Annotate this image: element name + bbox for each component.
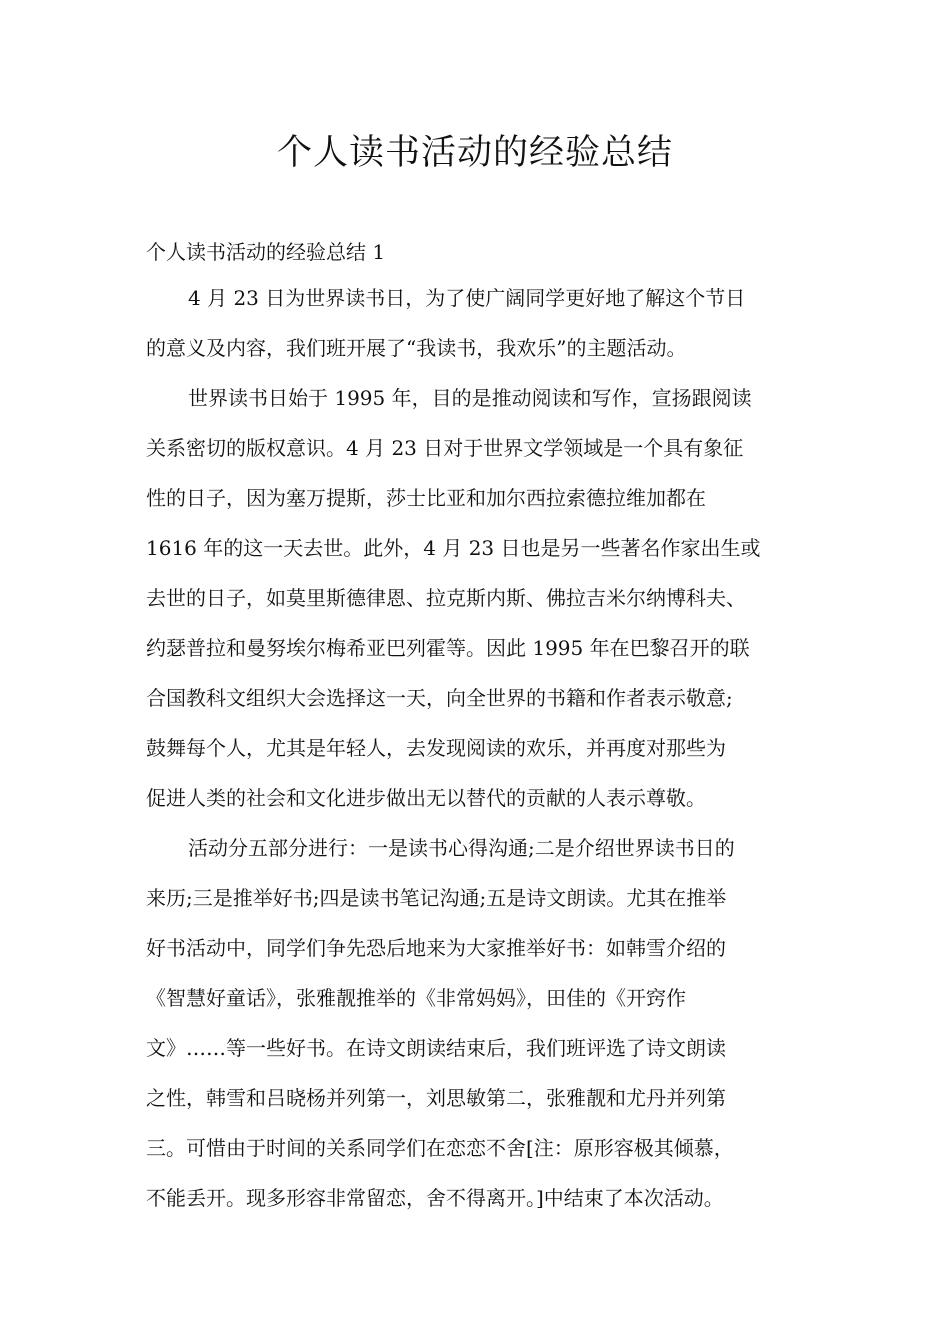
paragraph-line: 三。可惜由于时间的关系同学们在恋恋不舍[注：原形容极其倾慕， [146,1136,734,1160]
paragraph-line: 1616 年的这一天去世。此外，4 月 23 日也是另一些著名作家出生或 [146,536,761,560]
paragraph-line: 来历;三是推举好书;四是读书笔记沟通;五是诗文朗读。尤其在推举 [146,886,727,910]
paragraph-line: 活动分五部分进行：一是读书心得沟通;二是介绍世界读书日的 [188,836,735,860]
paragraph-line: 世界读书日始于 1995 年，目的是推动阅读和写作，宣扬跟阅读 [188,386,752,410]
paragraph-line: 文》……等一些好书。在诗文朗读结束后，我们班评选了诗文朗读 [146,1036,726,1060]
paragraph-line: 的意义及内容，我们班开展了“我读书，我欢乐”的主题活动。 [146,336,687,360]
paragraph-line: 好书活动中，同学们争先恐后地来为大家推举好书：如韩雪介绍的 [146,936,726,960]
paragraph-line: 约瑟普拉和曼努埃尔梅希亚巴列霍等。因此 1995 年在巴黎召开的联 [146,636,750,660]
paragraph-2 [146,373,814,823]
document-body [146,231,814,1223]
paragraph-1 [146,273,814,373]
paragraph-line: 合国教科文组织大会选择这一天，向全世界的书籍和作者表示敬意; [146,686,733,710]
paragraph-line: 《智慧好童话》，张雅靓推举的《非常妈妈》，田佳的《开窍作 [146,986,686,1010]
paragraph-line: 鼓舞每个人，尤其是年轻人，去发现阅读的欢乐，并再度对那些为 [146,736,726,760]
paragraph-line: 促进人类的社会和文化进步做出无以替代的贡献的人表示尊敬。 [146,786,706,810]
paragraph-line: 4 月 23 日为世界读书日，为了使广阔同学更好地了解这个节日 [188,286,746,310]
section-heading: 个人读书活动的经验总结 1 [146,240,386,264]
paragraph-line: 关系密切的版权意识。4 月 23 日对于世界文学领域是一个具有象征 [146,436,744,460]
paragraph-3 [146,823,814,1223]
paragraph-line: 之性，韩雪和吕晓杨并列第一，刘思敏第二，张雅靓和尤丹并列第 [146,1086,726,1110]
document-title: 个人读书活动的经验总结 [276,133,673,173]
paragraph-line: 不能丢开。现多形容非常留恋，舍不得离开。]中结束了本次活动。 [146,1186,724,1210]
paragraph-line: 去世的日子，如莫里斯德律恩、拉克斯内斯、佛拉吉米尔纳博科夫、 [146,586,746,610]
paragraph-line: 性的日子，因为塞万提斯，莎士比亚和加尔西拉索德拉维加都在 [146,486,706,510]
